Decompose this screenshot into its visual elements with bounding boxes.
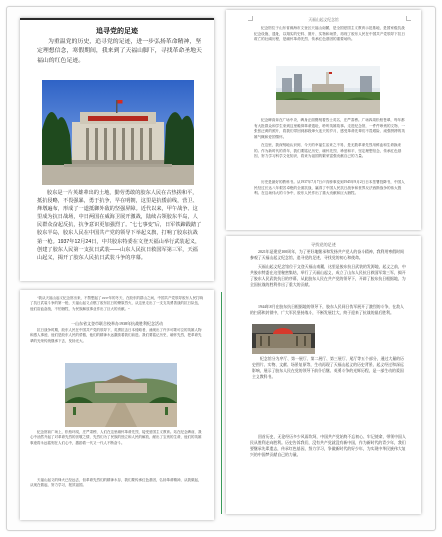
paragraph: 1944年8月在胶东抗日根据地的领导下，胶东人民同日伪军展开了激烈的斗争，在敌人的扫荡和封锁中，广大军民坚持战斗，不断发展壮大，终于迎来了抗战的最后胜利。 (250, 305, 404, 316)
paragraph: 历史是最好的教科书。从1937年7月7日卢沟桥事变到1945年9月2日日本签署投降书，中国人民经过长达八年艰苦卓绝的全面抗战，赢得了中国人民抗日战争和世界反法西斯战争的伟大胜利。在这场伟大的斗争中，胶东人民作出了重大贡献和巨大牺牲。 (254, 180, 405, 196)
page-title: 追寻党的足迹 (96, 27, 138, 35)
page-title: 寻找党的足迹 (310, 242, 337, 247)
paragraph: 天福山起义纪念馆位于文登天福山南麓，这里是胶东抗日武装的发源地，起义之前，中共胶东特委在这里秘密集结，举行了天福山起义，成立了山东人民抗日救国军第三军，揭开了胶东人民武装抗日的序幕，从此胶东人民在共产党的领导下，开辟了胶东抗日根据地，为全国抗战的胜利作出了重大的贡献。 (250, 265, 406, 288)
document-page-2 (226, 10, 421, 230)
paragraph: 纪念馆分为序厅、第一展厅、第二展厅、第三展厅、尾厅等五个部分，通过大量的历史图片、实物、文献、场景复原等，生动再现了天福山起义的历史背景、起义经过和深远影响，展示了胶东人民在党的领导下前仆后继、英勇斗争的光辉历程，是一部生动的爱国主义教科书。 (252, 357, 404, 380)
paragraph: 抗日战争时期，胶东人民在中国共产党的领导下，英勇抗击日本侵略者，涌现出了许多可歌可泣的英雄人物和感人事迹，他们是胶东人民的骄傲，他们的精神永远激励着我们前进。我们要铭记历史，缅怀先烈，把革命先辈的光荣传统继承下去，发扬光大。 (30, 328, 202, 343)
paragraph: 回首历史，无论经历多少风雨坎坷，中国共产党始终不忘初心、牢记使命，带领中国人民从胜利走向胜利。历史告诉我们，没有共产党就没有新中国，作为新时代的青少年，我们要继承先辈遗志，传承红色基因，努力学习，争做新时代的好少年，为实现中华民族伟大复兴的中国梦贡献自己的力量。 (250, 435, 406, 458)
paragraph: 2021年是建党100周年，为了更好地继承和发扬共产党人的奋斗精神，我利用寒假时间参观了天福山起义纪念馆，追寻党的足迹，寻找党的初心和使命。 (250, 250, 404, 261)
paragraph: 天福山起义的烽火已经远去，但革命先烈们的精神永存，我们要传承红色基因，弘扬革命精神，从我做起，从现在做起，努力学习，报效祖国。 (30, 478, 202, 488)
paragraph: 在这里，我深刻地认识到，今天的幸福生活来之不易，是无数革命先烈用鲜血和生命换来的。作为新时代的青年，我们要铭记历史、缅怀先烈、珍爱和平，坚定理想信念，传承红色基因，努力学习科学文化知识，将来为祖国的繁荣富强贡献自己的力量。 (254, 143, 402, 159)
page-caption: 天福山起义纪念馆 (308, 18, 339, 22)
paragraph: 纪念馆位于山东省威海市文登区天福山南麓，是全国爱国主义教育示范基地，是国家级抗战纪念设施、遗址，以翔实的史料、图片、实物和场景，再现了胶东人民在中国共产党领导下抗日救亡的壮阔历程，是缅怀革命先烈、传承红色基因的重要场所。 (254, 26, 405, 42)
exhibition-hall-photo (252, 324, 315, 354)
quote-paragraph: “我从天福山起义纪念馆出来，不禁想起了1937年的冬天，在胶东的群山之间，中国共产党领导胶东人民打响了抗日武装斗争的第一枪，天福山起义点燃了胶东抗日的燎原烈火，从这里走出了一支支英勇善战的抗日队伍，他们浴血奋战，不怕牺牲，为民族解放事业作出了巨大的贡献。” (30, 296, 204, 311)
document-page-4 (20, 290, 214, 520)
monument-park-photo (65, 363, 177, 427)
memorial-hall-photo (42, 80, 194, 185)
section-heading: 一山东省文登市联合校举办1938年抗战胜利纪念活动 (71, 321, 163, 326)
page-edge-accent (221, 292, 222, 514)
document-page-1 (20, 18, 214, 281)
page-top-rule (20, 18, 214, 20)
body-paragraph: 胶东是一片英雄辈出的土地，勤劳勇敢的胶东人民在古热搓和平，抵抗侵略，不畏强暴，勇于抗争，早在明朝，这里是抗倭前线，营卫、烽墩遍布，形成了一道抵御外敌的坚强屏障。近代以来，甲午战争、这里成为抗日战场，中日两国在威海卫展开激战，陆续占领胶东半岛，人民群众奋起反抗，抗争意识更加强烈了。“七七事变”后，日军铁蹄践踏了胶东半岛，胶东人民在中国共产党的领导下举起义旗，打响了胶东抗战第一枪。1937年12月24日，中共胶东特委在文登天福山举行武装起义，创建了胶东人民第一支抗日武装——山东人民抗日救国军第三军，天福山起义，揭开了胶东人民抗日武装斗争的序幕。 (37, 190, 202, 261)
memorial-square-photo (276, 66, 380, 114)
paragraph: 纪念馆前广场上，松柏环绕，庄严肃穆，人们在这里缅怀革命先烈，接受爱国主义教育。站在纪念碑前，我心中油然升起了对革命先烈的崇敬之情，先烈们为了民族的独立和人民的解放，献出了宝贵的生命，他们的英雄事迹将永远铭刻在人们心中，激励着一代又一代人不断奋斗。 (30, 430, 202, 445)
document-page-3 (226, 236, 421, 514)
paragraph: 纪念碑高耸在广场中央，碑身正面镌刻着烈士英名，庄严肃穆。广场四周松柏苍翠，每年都有大批群众和学生来到这里瞻仰革命遗址，聆听英雄故事。走进纪念馆，一件件珍贵的文物、一张张泛黄的照片，将我们带回到那段烽火连天的岁月，感受革命先辈们不畏艰险、顽强拼搏的英雄气概和爱国情怀。 (254, 118, 405, 139)
intro-paragraph: 为重温党的历史，追寻党的足迹，进一步弘扬革命精神，坚定理想信念，寒假期间，我来到了天福山脚下，寻找革命圣地天福山的红色足迹。 (37, 39, 202, 64)
